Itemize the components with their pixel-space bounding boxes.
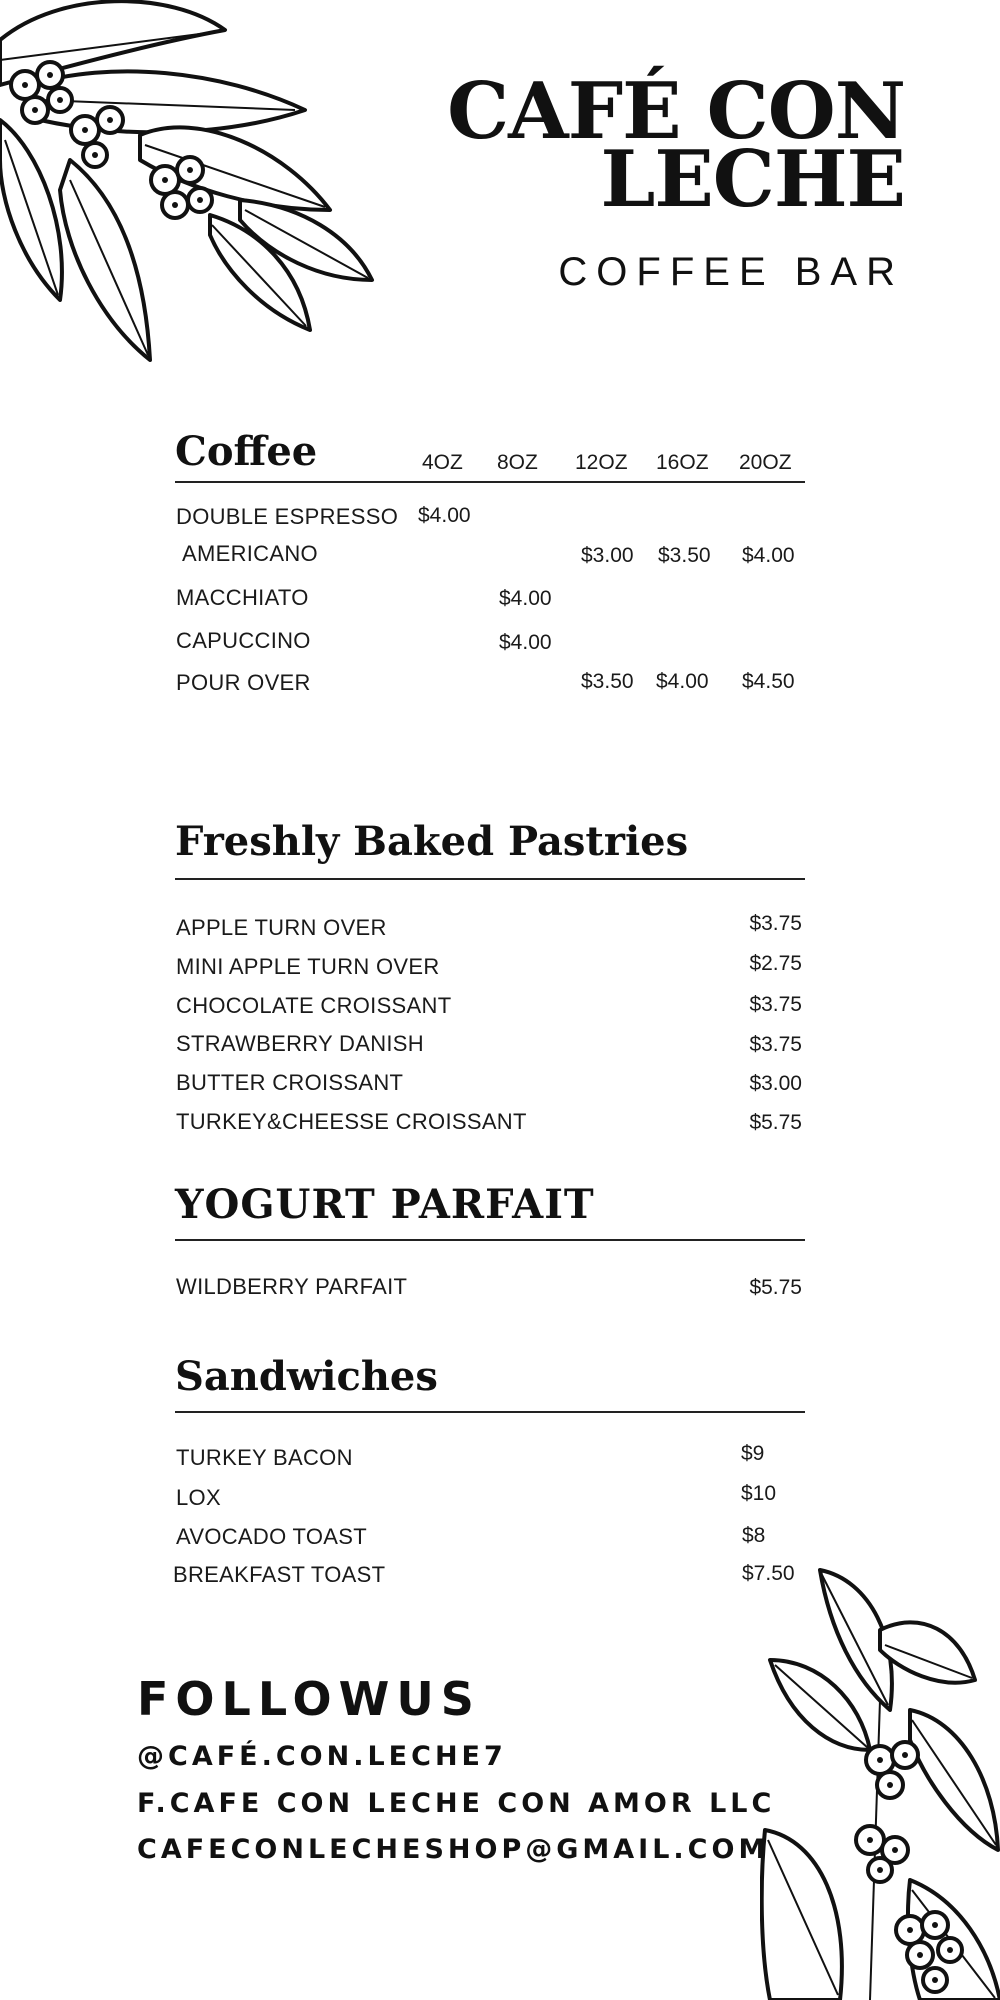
pastry-price: $2.75 xyxy=(749,952,802,975)
coffee-heading: Coffee xyxy=(175,428,318,475)
cafe-subtitle: COFFEE BAR xyxy=(558,250,904,294)
pastry-price: $3.75 xyxy=(749,1033,802,1056)
sandwiches-heading: Sandwiches xyxy=(175,1353,438,1400)
yogurt-price: $5.75 xyxy=(749,1276,802,1299)
coffee-price: $4.00 xyxy=(418,504,471,527)
coffee-item-name: CAPUCCINO xyxy=(176,628,311,653)
coffee-price: $4.00 xyxy=(499,587,552,610)
size-header-20oz: 20OZ xyxy=(739,451,792,474)
sandwiches-divider xyxy=(175,1411,805,1413)
sandwich-price: $10 xyxy=(741,1482,777,1505)
pastry-price: $3.00 xyxy=(749,1072,802,1095)
facebook-page[interactable]: F.CAFE CON LECHE CON AMOR LLC xyxy=(137,1788,776,1819)
coffee-price: $4.00 xyxy=(742,544,795,567)
yogurt-item-name: WILDBERRY PARFAIT xyxy=(176,1274,408,1299)
size-header-4oz: 4OZ xyxy=(422,451,463,474)
size-header-16oz: 16OZ xyxy=(656,451,709,474)
yogurt-heading: YOGURT PARFAIT xyxy=(175,1181,595,1228)
coffee-price: $3.50 xyxy=(658,544,711,567)
pastries-divider xyxy=(175,878,805,880)
cafe-title xyxy=(425,66,905,225)
pastry-price: $5.75 xyxy=(749,1111,802,1134)
pastry-item-name: BUTTER CROISSANT xyxy=(176,1070,404,1095)
coffee-item-name: MACCHIATO xyxy=(176,585,309,610)
sandwich-item-name: BREAKFAST TOAST xyxy=(173,1562,386,1587)
pastry-item-name: STRAWBERRY DANISH xyxy=(176,1031,424,1056)
pastry-price: $3.75 xyxy=(749,912,802,935)
pastry-item-name: APPLE TURN OVER xyxy=(176,915,387,940)
follow-heading: FOLLOWUS xyxy=(137,1672,481,1726)
email-address[interactable]: CAFECONLECHESHOP@GMAIL.COM xyxy=(137,1834,770,1865)
coffee-branch-icon xyxy=(0,0,380,380)
coffee-price: $4.50 xyxy=(742,670,795,693)
coffee-price: $3.00 xyxy=(581,544,634,567)
coffee-branch-icon xyxy=(760,1550,1000,2000)
pastry-price: $3.75 xyxy=(749,993,802,1016)
coffee-price: $4.00 xyxy=(499,631,552,654)
pastries-heading: Freshly Baked Pastries xyxy=(175,818,689,865)
coffee-item-name: POUR OVER xyxy=(176,670,311,695)
coffee-item-name: DOUBLE ESPRESSO xyxy=(176,504,399,529)
sandwich-item-name: LOX xyxy=(176,1485,221,1510)
sandwich-price: $7.50 xyxy=(742,1562,795,1585)
sandwich-price: $9 xyxy=(741,1442,765,1465)
size-header-12oz: 12OZ xyxy=(575,451,628,474)
cafe-title-line2: LECHE xyxy=(600,134,905,225)
sandwich-item-name: TURKEY BACON xyxy=(176,1445,353,1470)
cafe-title-line1: CAFÉ CON xyxy=(447,66,905,157)
size-header-8oz: 8OZ xyxy=(497,451,538,474)
coffee-price: $4.00 xyxy=(656,670,709,693)
sandwich-item-name: AVOCADO TOAST xyxy=(176,1524,367,1549)
sandwich-price: $8 xyxy=(742,1524,766,1547)
coffee-price: $3.50 xyxy=(581,670,634,693)
yogurt-divider xyxy=(175,1239,805,1241)
instagram-handle[interactable]: @CAFÉ.CON.LECHE7 xyxy=(137,1741,507,1772)
coffee-item-name: AMERICANO xyxy=(182,541,318,566)
pastry-item-name: MINI APPLE TURN OVER xyxy=(176,954,440,979)
pastry-item-name: CHOCOLATE CROISSANT xyxy=(176,993,452,1018)
pastry-item-name: TURKEY&CHEESSE CROISSANT xyxy=(176,1109,527,1134)
coffee-divider xyxy=(175,481,805,483)
